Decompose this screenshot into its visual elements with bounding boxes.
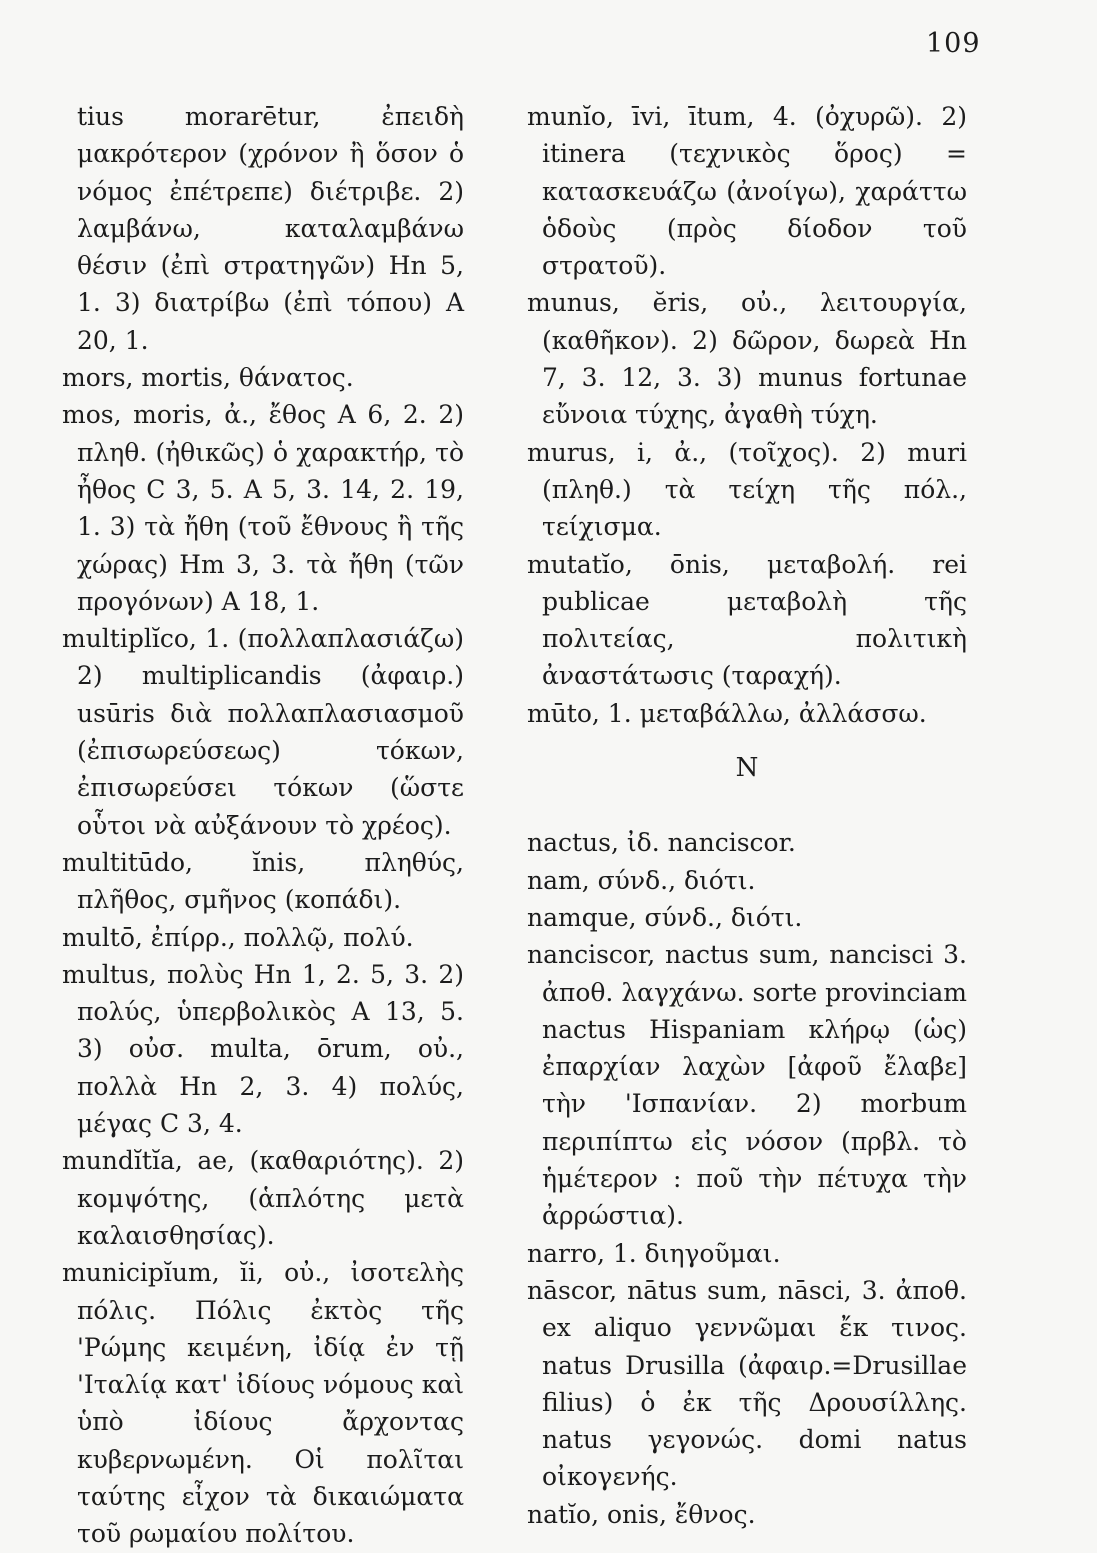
dictionary-entry: nanciscor, nactus sum, nancisci 3. ἀποθ. λαγχάνω. sorte provinciam nactus Hispaniam κλήρῳ (ὡς) ἐπαρχίαν λαχὼν [ἀφοῦ ἔλαβε] τὴν 'Ισπανίαν. 2) morbum περιπίπτω εἰς νόσον (πρβλ. τὸ ἡμέτερον : ποῦ τὴν πέτυχα τὴν ἀρρώστια).	[527, 940, 967, 1231]
dictionary-entry: multitūdo, ĭnis, πληθύς, πλῆθος, σμῆνος (κοπάδι).	[62, 847, 464, 915]
dictionary-entry: multō, ἐπίρρ., πολλῷ, πολύ.	[62, 922, 414, 952]
dictionary-entry: namque, σύνδ., διότι.	[527, 902, 803, 932]
left-column	[62, 98, 464, 1553]
dictionary-entry: mos, moris, ἀ., ἔθος A 6, 2. 2) πληθ. (ἠθικῶς) ὁ χαρακτήρ, τὸ ἦθος C 3, 5. A 5, 3. 14, 2. 19, 1. 3) τὰ ἤθη (τοῦ ἔθνους ἢ τῆς χώρας) Hm 3, 3. τὰ ἤθη (τῶν προγόνων) A 18, 1.	[62, 400, 464, 616]
dictionary-entry: multiplĭco, 1. (πολλαπλασιάζω) 2) multiplicandis (ἀφαιρ.) usūris διὰ πολλαπλασιασμοῦ (ἐπισωρεύσεως) τόκων, ἐπισωρεύσει τόκων (ὥστε οὗτοι νὰ αὐξάνουν τὸ χρέος).	[62, 624, 464, 840]
dictionary-entry: mūto, 1. μεταβάλλω, ἀλλάσσω.	[527, 698, 927, 728]
dictionary-entry: mundĭtĭa, ae, (καθαριότης). 2) κομψότης, (ἁπλότης μετὰ καλαισθησίας).	[62, 1146, 464, 1250]
dictionary-entry: natĭo, onis, ἔθνος.	[527, 1499, 756, 1529]
dictionary-entry: munus, ĕris, οὐ., λειτουργία, (καθῆκον). 2) δῶρον, δωρεὰ Hn 7, 3. 12, 3. 3) munus fortunae εὔνοια τύχης, ἀγαθὴ τύχη.	[527, 288, 967, 430]
page-number: 109	[926, 28, 981, 59]
dictionary-entry: nam, σύνδ., διότι.	[527, 865, 756, 895]
dictionary-entry: tius morarētur, ἐπειδὴ μακρότερον (χρόνον ἢ ὅσον ὁ νόμος ἐπέτρεπε) διέτριβε. 2) λαμβάνω, καταλαμβάνω θέσιν (ἐπὶ στρατηγῶν) Hn 5, 1. 3) διατρίβω (ἐπὶ τόπου) A 20, 1.	[77, 102, 464, 355]
section-letter-heading: N	[735, 753, 759, 784]
right-column	[527, 98, 967, 1533]
dictionary-entry: mors, mortis, θάνατος.	[62, 363, 354, 393]
dictionary-entry: nāscor, nātus sum, nāsci, 3. ἀποθ. ex aliquo γεννῶμαι ἔκ τινος. natus Drusilla (ἀφαιρ.=Drusillae filius) ὁ ἐκ τῆς Δρουσίλλης. natus γεγονώς. domi natus οἰκογενής.	[527, 1275, 967, 1492]
dictionary-entry: narro, 1. διηγοῦμαι.	[527, 1238, 781, 1268]
dictionary-entry: multus, πολὺς Hn 1, 2. 5, 3. 2) πολύς, ὑπερβολικὸς A 13, 5. 3) οὐσ. multa, ōrum, οὐ., πολλὰ Hn 2, 3. 4) πολύς, μέγας C 3, 4.	[62, 959, 464, 1139]
dictionary-entry: municipĭum, ĭi, οὐ., ἰσοτελὴς πόλις. Πόλις ἐκτὸς τῆς 'Ρώμης κειμένη, ἰδίᾳ ἐν τῇ 'Ιταλίᾳ κατ' ἰδίους νόμους καὶ ὑπὸ ἰδίους ἄρχοντας κυβερνωμένη. Οἱ πολῖται ταύτης εἶχον τὰ δικαιώματα τοῦ ρωμαίου πολίτου.	[62, 1258, 464, 1549]
dictionary-entry: munĭo, īvi, ītum, 4. (ὀχυρῶ). 2) itinera (τεχνικὸς ὅρος) = κατασκευάζω (ἀνοίγω), χαράττω ὁδοὺς (πρὸς δίοδον τοῦ στρατοῦ).	[527, 102, 967, 281]
dictionary-entry: murus, i, ἀ., (τοῖχος). 2) muri (πληθ.) τὰ τείχη τῆς πόλ., τείχισμα.	[527, 437, 967, 542]
dictionary-entry: mutatĭo, ōnis, μεταβολή. rei publicae μεταβολὴ τῆς πολιτείας, πολιτικὴ ἀναστάτωσις (ταραχή).	[527, 549, 967, 691]
dictionary-entry: nactus, ἰδ. nanciscor.	[527, 828, 796, 858]
